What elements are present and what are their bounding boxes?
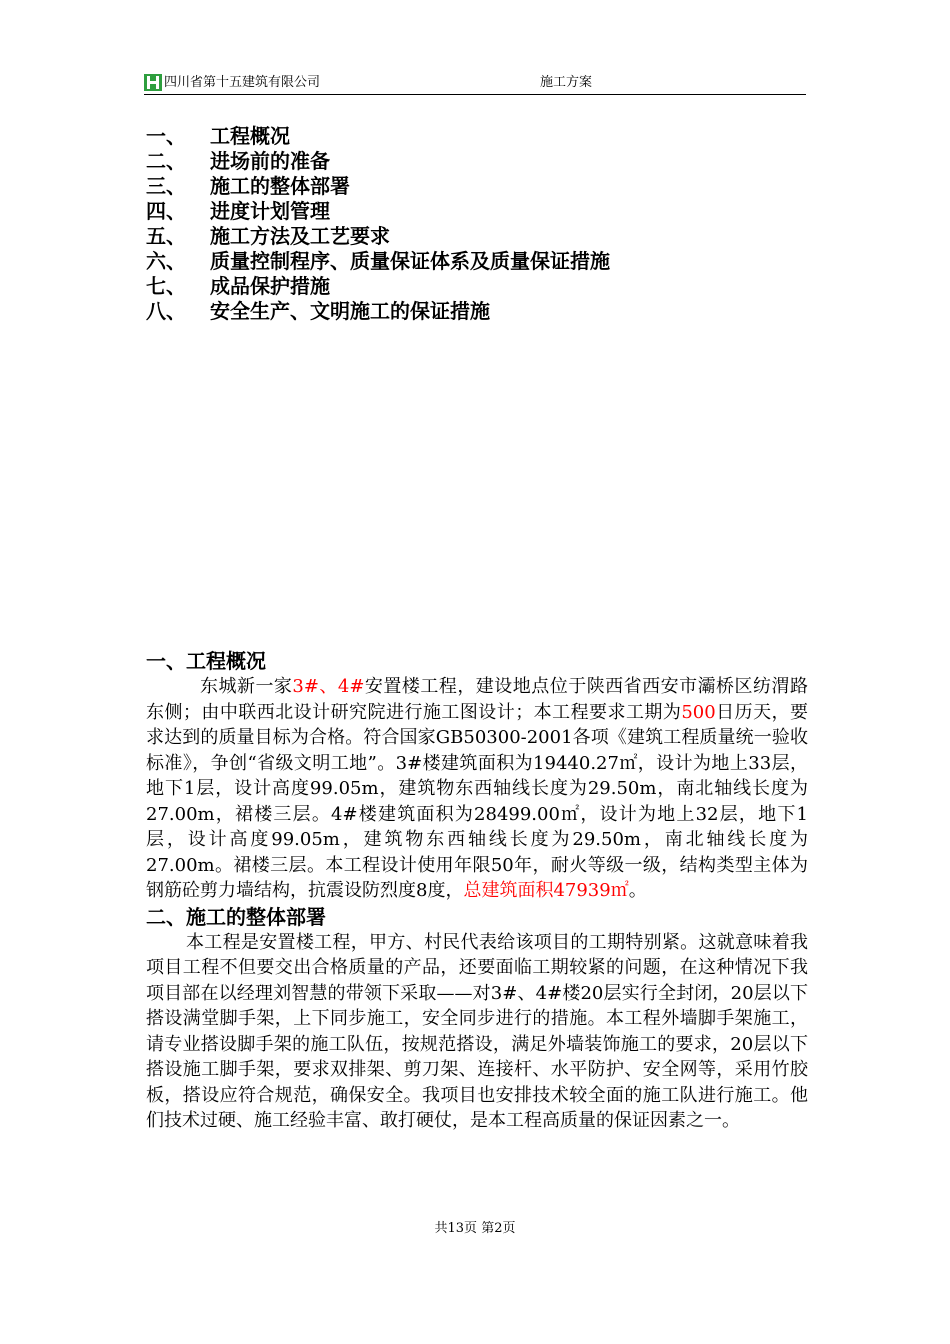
section-heading: 一、工程概况 bbox=[146, 649, 266, 673]
toc-title: 工程概况 bbox=[210, 124, 290, 148]
toc-number: 六、 bbox=[146, 249, 186, 273]
document-body bbox=[146, 648, 808, 1134]
toc-number: 一、 bbox=[146, 124, 186, 148]
page-footer: 共13页 第2页 bbox=[434, 1221, 516, 1236]
paragraph-text: 。 bbox=[628, 880, 647, 901]
toc-item bbox=[146, 274, 610, 299]
toc-number: 四、 bbox=[146, 199, 186, 223]
toc-number: 三、 bbox=[146, 174, 186, 198]
table-of-contents bbox=[146, 124, 610, 324]
toc-title: 成品保护措施 bbox=[210, 274, 330, 298]
company-logo-icon bbox=[144, 74, 162, 91]
toc-number: 五、 bbox=[146, 224, 186, 248]
toc-title: 施工的整体部署 bbox=[210, 174, 350, 198]
toc-item bbox=[146, 149, 610, 174]
toc-title: 施工方法及工艺要求 bbox=[210, 224, 390, 248]
highlight-text: 500 bbox=[681, 701, 716, 723]
toc-item bbox=[146, 199, 610, 224]
document-title: 施工方案 bbox=[540, 75, 593, 90]
toc-item bbox=[146, 174, 610, 199]
paragraph-text: 日历天，要求达到的质量目标为合格。符合国家GB50300-2001各项《建筑工程质量统一验收标准》，争创“省级文明工地”。3#楼建筑面积为19440.27㎡，设计为地上33层，地下1层，设计高度99.05m，建筑物东西轴线长度为29.50m，南北轴线长度为27.00m，裙楼三层。4#楼建筑面积为28499.00㎡，设计为地上32层，地下1层，设计高度99.05m，建筑物东西轴线长度为29.50m，南北轴线长度为27.00m。裙楼三层。本工程设计使用年限50年，耐火等级一级，结构类型主体为钢筋砼剪力墙结构，抗震设防烈度8度， bbox=[146, 701, 809, 901]
section-paragraph: 本工程是安置楼工程，甲方、村民代表给该项目的工期特别紧。这就意味着我项目工程不但要交出合格质量的产品，还要面临工期较紧的问题，在这种情况下我项目部在以经理刘智慧的带领下采取——对3#、4#楼20层实行全封闭，20层以下搭设满堂脚手架，上下同步施工，安全同步进行的措施。本工程外墙脚手架施工，请专业搭设脚手架的施工队伍，按规范搭设，满足外墙装饰施工的要求，20层以下搭设施工脚手架，要求双排架、剪刀架、连接杆、水平防护、安全网等，采用竹胶板，搭设应符合规范，确保安全。我项目也安排技术较全面的施工队进行施工。他们技术过硬、施工经验丰富、敢打硬仗，是本工程高质量的保证因素之一。 bbox=[146, 931, 808, 1131]
highlight-text: 总建筑面积47939㎡ bbox=[463, 880, 629, 901]
highlight-text: 3#、4# bbox=[292, 676, 365, 697]
company-name: 四川省第十五建筑有限公司 bbox=[164, 75, 321, 90]
toc-number: 七、 bbox=[146, 274, 186, 298]
paragraph-text: 安置楼工程，建设地点位于陕西省西安市灞桥区纺渭路东侧；由中联西北设计研究院进行施工图设计；本工程要求工期为 bbox=[146, 676, 808, 723]
toc-number: 二、 bbox=[146, 149, 186, 173]
toc-title: 进度计划管理 bbox=[210, 199, 330, 223]
toc-title: 质量控制程序、质量保证体系及质量保证措施 bbox=[210, 249, 610, 273]
page-header bbox=[144, 72, 806, 95]
paragraph-text: 东城新一家 bbox=[200, 676, 293, 697]
toc-title: 安全生产、文明施工的保证措施 bbox=[210, 299, 490, 323]
toc-item bbox=[146, 299, 610, 324]
toc-item bbox=[146, 249, 610, 274]
toc-title: 进场前的准备 bbox=[210, 149, 330, 173]
section-paragraph bbox=[146, 674, 808, 904]
toc-item bbox=[146, 124, 610, 149]
section-heading: 二、施工的整体部署 bbox=[146, 904, 326, 929]
toc-item bbox=[146, 224, 610, 249]
toc-number: 八、 bbox=[146, 299, 186, 323]
